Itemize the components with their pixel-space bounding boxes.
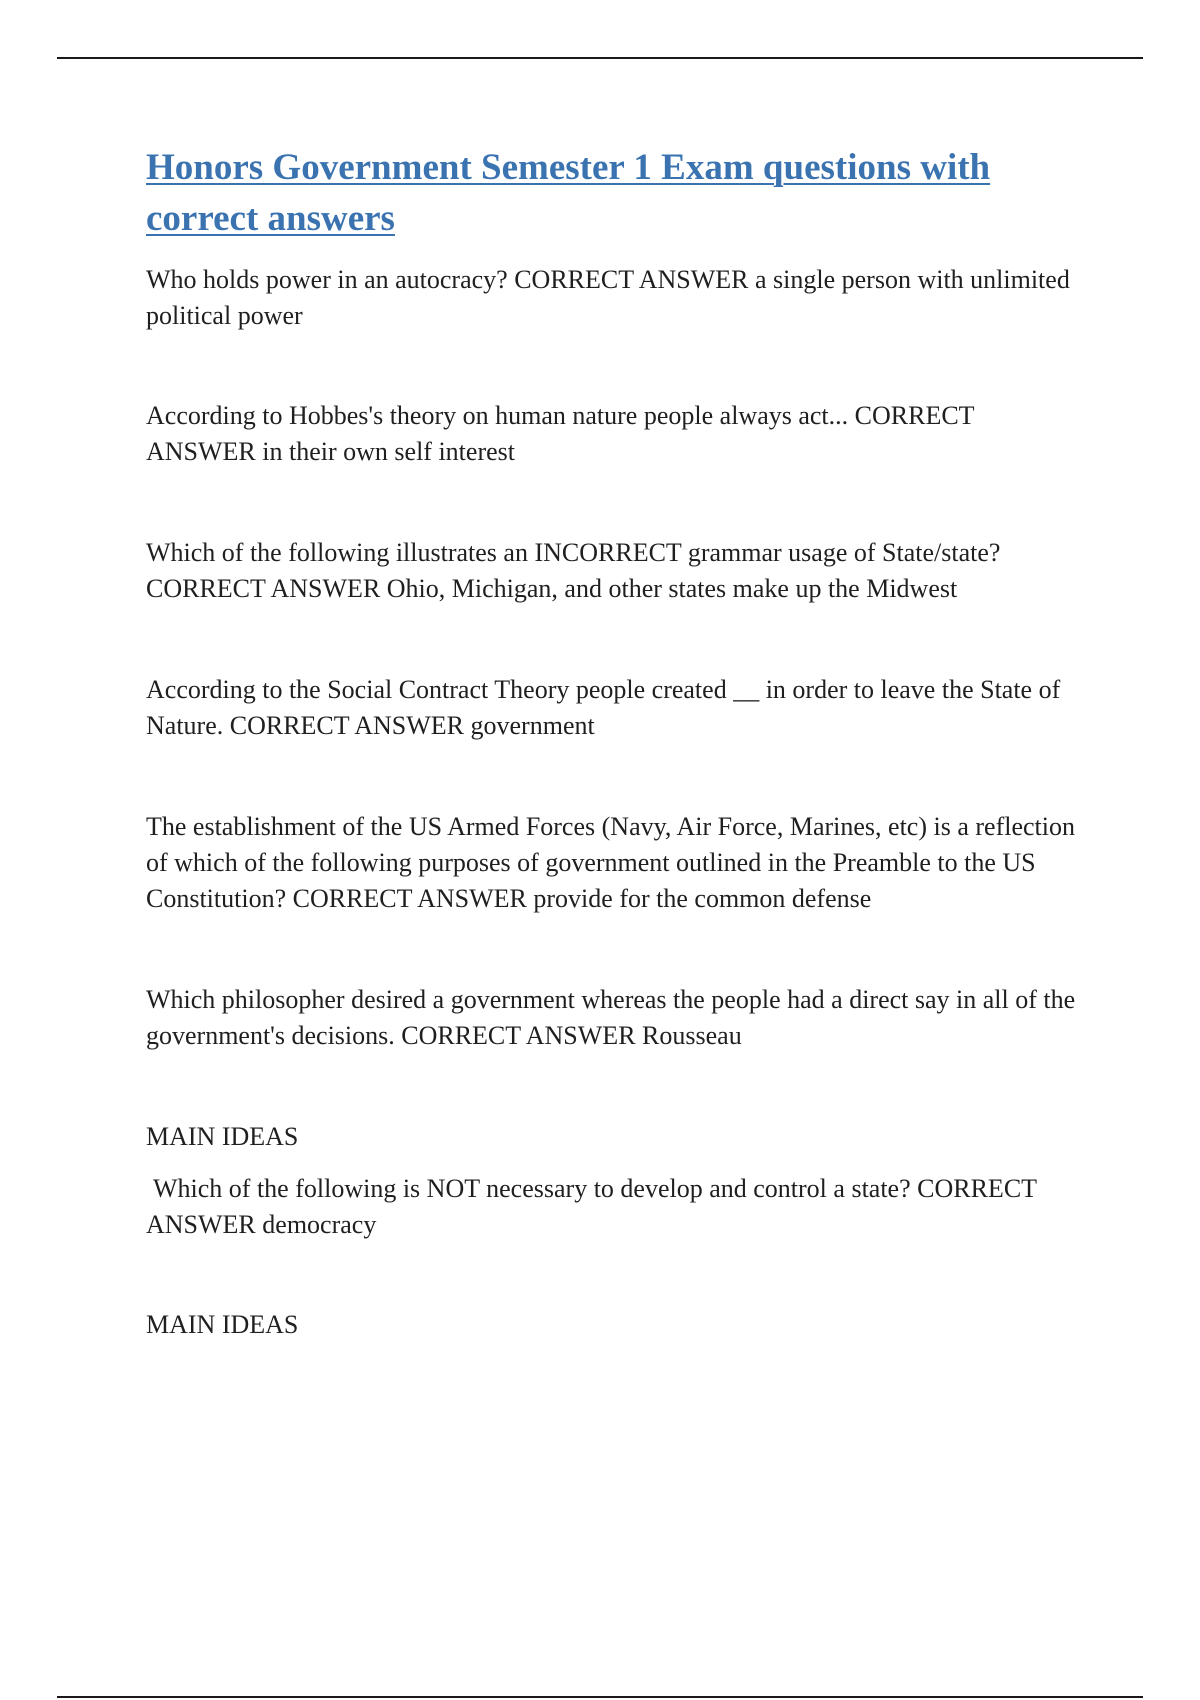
- question-answer-1: Who holds power in an autocracy? CORRECT ANSWER a single person with unlimited political power: [146, 265, 1070, 330]
- question-answer-5: The establishment of the US Armed Forces (Navy, Air Force, Marines, etc) is a reflection of which of the following purposes of government outlined in the Preamble to the US Constitution? CORRECT ANSWER provide for the common defense: [146, 812, 1075, 913]
- question-answer-6: Which philosopher desired a government whereas the people had a direct say in all of the government's decisions. CORRECT ANSWER Rousseau: [146, 985, 1076, 1050]
- question-answer-3: Which of the following illustrates an INCORRECT grammar usage of State/state? CORRECT ANSWER Ohio, Michigan, and other states make up the Midwest: [146, 538, 1001, 603]
- section-heading-main-ideas-2: MAIN IDEAS: [146, 1310, 299, 1339]
- bottom-rule: [57, 1696, 1143, 1698]
- top-rule: [57, 57, 1143, 59]
- question-answer-2: According to Hobbes's theory on human nature people always act... CORRECT ANSWER in their own self interest: [146, 401, 975, 466]
- document-title[interactable]: Honors Government Semester 1 Exam questions with correct answers: [146, 147, 991, 239]
- section-heading-main-ideas: MAIN IDEAS: [146, 1122, 299, 1151]
- question-answer-7: Which of the following is NOT necessary to develop and control a state? CORRECT ANSWER democracy: [146, 1174, 1037, 1239]
- document-body: [146, 142, 1086, 1343]
- question-answer-4: According to the Social Contract Theory people created __ in order to leave the State of Nature. CORRECT ANSWER government: [146, 675, 1061, 740]
